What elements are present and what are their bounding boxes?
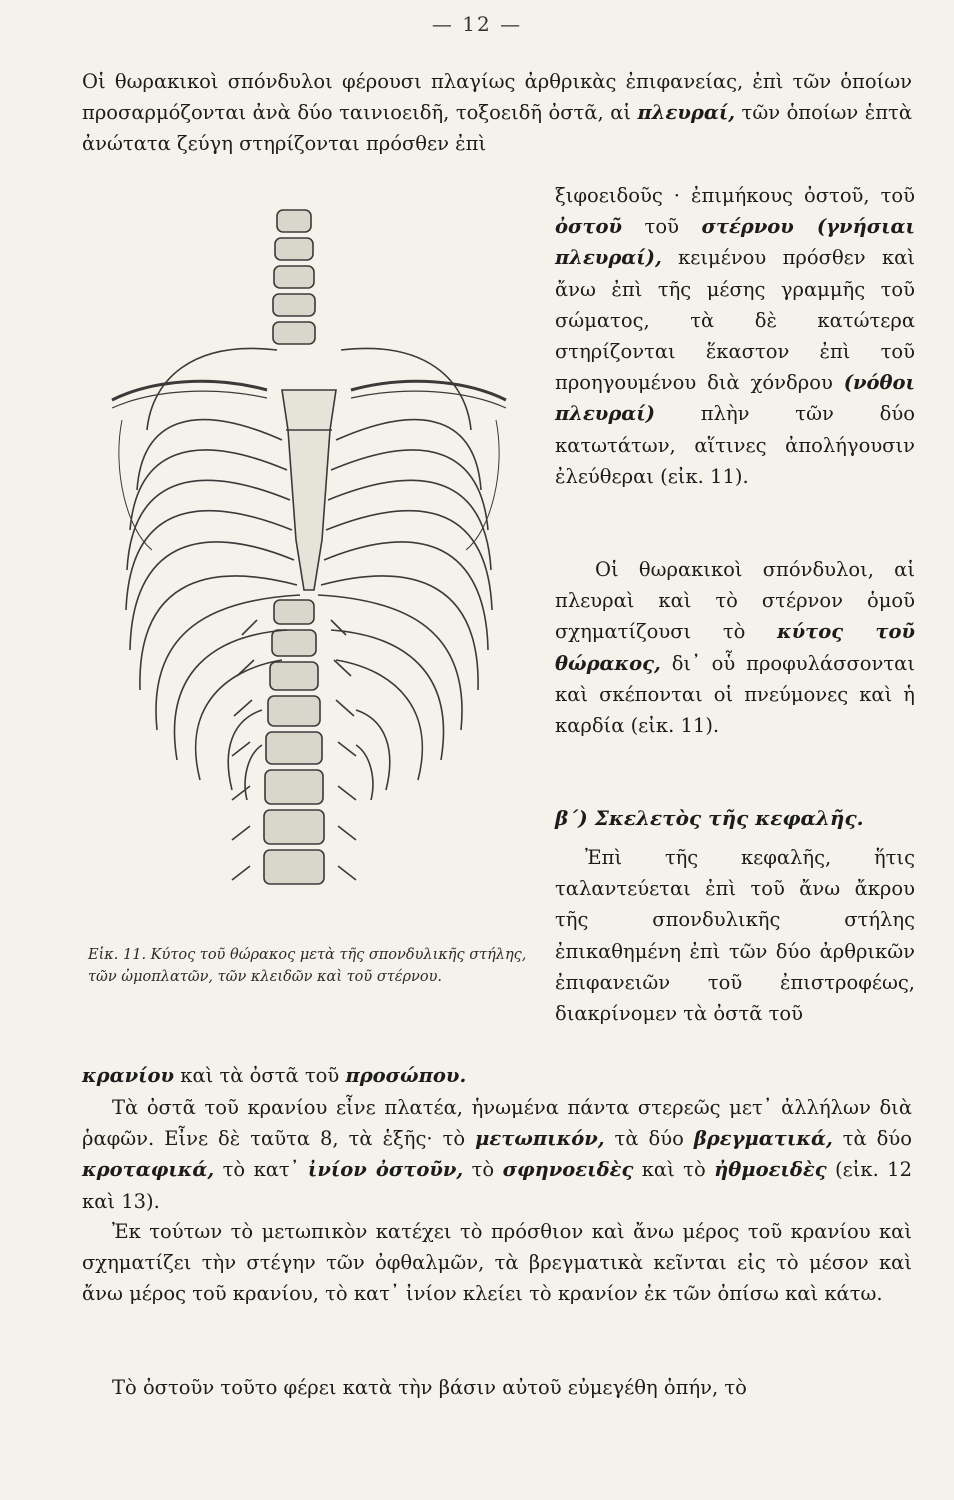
- paragraph-cranium-face: κρανίου καὶ τὰ ὀστᾶ τοῦ προσώπου.: [82, 1064, 467, 1087]
- term-sfinoeides: σφηνοειδὲς: [502, 1158, 634, 1182]
- term-kytos-thorakos: κύτος τοῦ θώρακος,: [555, 620, 915, 675]
- term-bregmatika: βρεγματικά,: [693, 1127, 833, 1151]
- scapula-left-drawing: [119, 420, 152, 550]
- paragraph-frontal-bone: Ἐκ τούτων τὸ μετωπικὸν κατέχει τὸ πρόσθιον καὶ ἄνω μέρος τοῦ κρανίου καὶ σχηματίζει τὴν στέγην τῶν ὀφθαλμῶν, τὰ βρεγματικὰ κεῖνται εἰς τὸ μέσον καὶ ἄνω μέρος τοῦ κρανίου, τὸ κατ᾽ ἰνίον κλείει τὸ κρανίον ἐκ τῶν ὀπίσω καὶ κάτω.: [82, 1220, 912, 1306]
- term-inion-ostoun: ἰνίον ὀστοῦν,: [307, 1158, 464, 1182]
- term-kraniou: κρανίου: [82, 1064, 175, 1087]
- scapula-right-drawing: [466, 420, 499, 550]
- term-ostoun: ὀστοῦ: [555, 215, 623, 239]
- term-sternou: στέρνου (γνήσιαι πλευραί),: [555, 215, 915, 270]
- ribs-right-drawing: [318, 348, 492, 800]
- term-krotafika: κροταφικά,: [82, 1158, 215, 1182]
- thorax-skeleton-figure: [82, 190, 542, 1020]
- term-pleurai: πλευραί,: [637, 101, 736, 125]
- sternum-drawing: [282, 390, 336, 590]
- paragraph-head-intro: Ἐπὶ τῆς κεφαλῆς, ἥτις ταλαντεύεται ἐπὶ τοῦ ἄνω ἄκρου τῆς σπονδυλικῆς στήλης ἐπικαθημένη ἐπὶ τῶν δύο ἀρθρικῶν ἐπιφανειῶν τοῦ ἐπιστροφέως, διακρίνομεν τὰ ὀστᾶ τοῦ: [555, 846, 915, 1026]
- term-metopikon: μετωπικόν,: [475, 1127, 605, 1151]
- paragraph-thoracic-vertebrae: Οἱ θωρακικοὶ σπόνδυλοι φέρουσι πλαγίως ἀρθρικὰς ἐπιφανείας, ἐπὶ τῶν ὁποίων προσαρμόζονται ἀνὰ δύο ταινιοειδῆ, τοξοειδῆ ὀστᾶ, αἱ πλευραί, τῶν ὁποίων ἑπτὰ ἀνώτατα ζεύγη στηρίζονται πρόσθεν ἐπὶ: [82, 70, 912, 156]
- page-number: — 12 —: [431, 12, 523, 36]
- term-ithmoeides: ἠθμοειδὲς: [714, 1158, 827, 1182]
- rib-cage-illustration: [82, 190, 542, 950]
- figure-caption: Εἰκ. 11. Κύτος τοῦ θώρακος μετὰ τῆς σπονδυλικῆς στήλης, τῶν ὠμοπλατῶν, τῶν κλειδῶν καὶ τοῦ στέρνου.: [88, 947, 527, 985]
- paragraph-cranial-bones: Τὰ ὀστᾶ τοῦ κρανίου εἶνε πλατέα, ἡνωμένα πάντα στερεῶς μετ᾽ ἀλλήλων διὰ ῥαφῶν. Εἶνε δὲ ταῦτα 8, τὰ ἑξῆς· τὸ μετωπικόν, τὰ δύο βρεγματικά, τὰ δύο κροταφικά, τὸ κατ᾽ ἰνίον ὀστοῦν, τὸ σφηνοειδὲς καὶ τὸ ἠθμοειδὲς (εἰκ. 12 καὶ 13).: [82, 1096, 913, 1213]
- term-nothoi-pleurai: (νόθοι πλευραί): [555, 371, 915, 426]
- section-heading-skull: β΄) Σκελετὸς τῆς κεφαλῆς.: [555, 806, 864, 830]
- paragraph-sternum: ξιφοειδοῦς · ἐπιμήκους ὀστοῦ, τοῦ ὀστοῦ τοῦ στέρνου (γνήσιαι πλευραί), κειμένου πρόσθεν καὶ ἄνω ἐπὶ τῆς μέσης γραμμῆς τοῦ σώματος, τὰ δὲ κατώτερα στηρίζονται ἕκαστον ἐπὶ τοῦ προηγουμένου διὰ χόνδρου (νόθοι πλευραί) πλὴν τῶν δύο κατωτάτων, αἵτινες ἀπολήγουσιν ἐλεύθεραι (εἰκ. 11).: [555, 184, 915, 488]
- term-prosopou: προσώπου.: [345, 1064, 467, 1087]
- paragraph-occipital-foramen: Τὸ ὀστοῦν τοῦτο φέρει κατὰ τὴν βάσιν αὐτοῦ εὐμεγέθη ὀπήν, τὸ: [112, 1376, 747, 1399]
- vertebral-column-drawing: [232, 210, 356, 884]
- paragraph-thorax-cavity: Οἱ θωρακικοὶ σπόνδυλοι, αἱ πλευραὶ καὶ τὸ στέρνον ὁμοῦ σχηματίζουσι τὸ κύτος τοῦ θώρακος, δι᾽ οὗ προφυλάσσονται καὶ σκέπονται οἱ πνεύμονες καὶ ἡ καρδία (εἰκ. 11).: [555, 558, 915, 738]
